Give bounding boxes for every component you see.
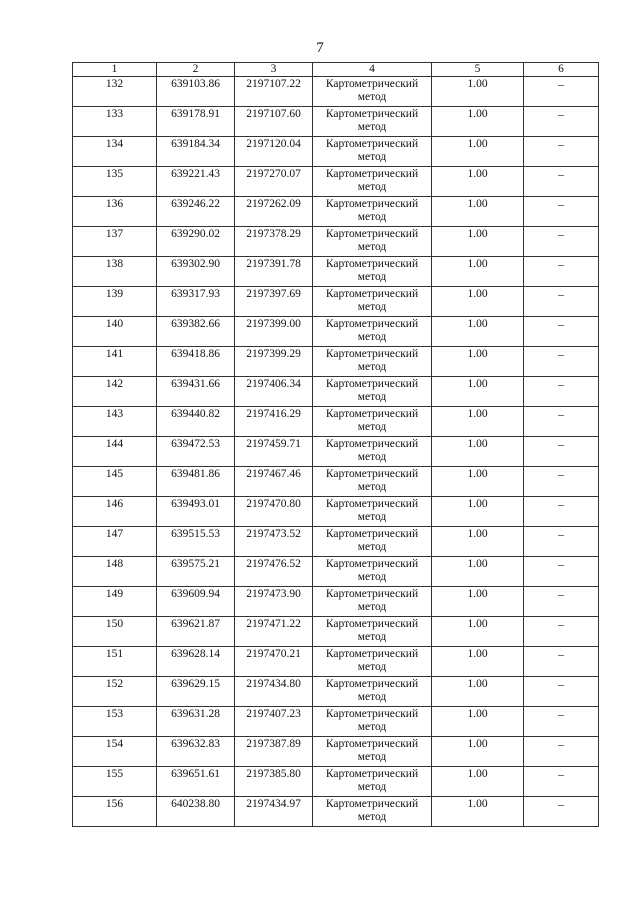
y-coordinate-cell: 2197391.78 [235,257,313,287]
method-cell: Картометрический метод [313,467,432,497]
accuracy-cell: 1.00 [432,347,524,377]
description-cell: – [524,527,599,557]
y-coordinate-cell: 2197397.69 [235,287,313,317]
column-header: 3 [235,63,313,77]
method-cell: Картометрический метод [313,527,432,557]
y-coordinate-cell: 2197378.29 [235,227,313,257]
x-coordinate-cell: 639515.53 [157,527,235,557]
table-row [73,407,599,437]
table-row [73,197,599,227]
column-header: 2 [157,63,235,77]
method-cell: Картометрический метод [313,797,432,827]
table-row [73,77,599,107]
description-cell: – [524,677,599,707]
table-row [73,797,599,827]
x-coordinate-cell: 639178.91 [157,107,235,137]
accuracy-cell: 1.00 [432,167,524,197]
accuracy-cell: 1.00 [432,797,524,827]
table-row [73,677,599,707]
table-row [73,707,599,737]
point-number-cell: 156 [73,797,157,827]
column-header: 5 [432,63,524,77]
description-cell: – [524,257,599,287]
method-cell: Картометрический метод [313,677,432,707]
x-coordinate-cell: 639575.21 [157,557,235,587]
method-cell: Картометрический метод [313,107,432,137]
y-coordinate-cell: 2197262.09 [235,197,313,227]
point-number-cell: 152 [73,677,157,707]
x-coordinate-cell: 639103.86 [157,77,235,107]
y-coordinate-cell: 2197470.21 [235,647,313,677]
x-coordinate-cell: 639317.93 [157,287,235,317]
y-coordinate-cell: 2197407.23 [235,707,313,737]
point-number-cell: 151 [73,647,157,677]
point-number-cell: 149 [73,587,157,617]
accuracy-cell: 1.00 [432,527,524,557]
y-coordinate-cell: 2197416.29 [235,407,313,437]
description-cell: – [524,347,599,377]
accuracy-cell: 1.00 [432,257,524,287]
description-cell: – [524,647,599,677]
y-coordinate-cell: 2197459.71 [235,437,313,467]
point-number-cell: 136 [73,197,157,227]
y-coordinate-cell: 2197270.07 [235,167,313,197]
x-coordinate-cell: 639290.02 [157,227,235,257]
x-coordinate-cell: 639184.34 [157,137,235,167]
description-cell: – [524,797,599,827]
x-coordinate-cell: 639481.86 [157,467,235,497]
y-coordinate-cell: 2197471.22 [235,617,313,647]
description-cell: – [524,617,599,647]
column-header: 6 [524,63,599,77]
method-cell: Картометрический метод [313,227,432,257]
table-row [73,647,599,677]
accuracy-cell: 1.00 [432,377,524,407]
method-cell: Картометрический метод [313,317,432,347]
point-number-cell: 144 [73,437,157,467]
point-number-cell: 142 [73,377,157,407]
method-cell: Картометрический метод [313,407,432,437]
x-coordinate-cell: 639632.83 [157,737,235,767]
method-cell: Картометрический метод [313,287,432,317]
y-coordinate-cell: 2197473.90 [235,587,313,617]
description-cell: – [524,167,599,197]
y-coordinate-cell: 2197399.29 [235,347,313,377]
method-cell: Картометрический метод [313,587,432,617]
table-row [73,587,599,617]
accuracy-cell: 1.00 [432,77,524,107]
point-number-cell: 135 [73,167,157,197]
description-cell: – [524,497,599,527]
accuracy-cell: 1.00 [432,227,524,257]
point-number-cell: 132 [73,77,157,107]
table-row [73,287,599,317]
table-row [73,137,599,167]
y-coordinate-cell: 2197387.89 [235,737,313,767]
accuracy-cell: 1.00 [432,437,524,467]
point-number-cell: 143 [73,407,157,437]
accuracy-cell: 1.00 [432,647,524,677]
y-coordinate-cell: 2197385.80 [235,767,313,797]
accuracy-cell: 1.00 [432,497,524,527]
point-number-cell: 134 [73,137,157,167]
x-coordinate-cell: 639418.86 [157,347,235,377]
table-row [73,107,599,137]
x-coordinate-cell: 639440.82 [157,407,235,437]
x-coordinate-cell: 639629.15 [157,677,235,707]
y-coordinate-cell: 2197107.22 [235,77,313,107]
y-coordinate-cell: 2197467.46 [235,467,313,497]
point-number-cell: 150 [73,617,157,647]
method-cell: Картометрический метод [313,347,432,377]
description-cell: – [524,227,599,257]
point-number-cell: 155 [73,767,157,797]
column-header: 1 [73,63,157,77]
table-row [73,497,599,527]
accuracy-cell: 1.00 [432,677,524,707]
accuracy-cell: 1.00 [432,737,524,767]
table-row [73,257,599,287]
description-cell: – [524,587,599,617]
method-cell: Картометрический метод [313,137,432,167]
point-number-cell: 154 [73,737,157,767]
description-cell: – [524,287,599,317]
x-coordinate-cell: 639472.53 [157,437,235,467]
x-coordinate-cell: 639246.22 [157,197,235,227]
y-coordinate-cell: 2197476.52 [235,557,313,587]
x-coordinate-cell: 639621.87 [157,617,235,647]
x-coordinate-cell: 639628.14 [157,647,235,677]
method-cell: Картометрический метод [313,647,432,677]
y-coordinate-cell: 2197434.80 [235,677,313,707]
accuracy-cell: 1.00 [432,317,524,347]
table-row [73,377,599,407]
x-coordinate-cell: 639631.28 [157,707,235,737]
accuracy-cell: 1.00 [432,557,524,587]
y-coordinate-cell: 2197120.04 [235,137,313,167]
method-cell: Картометрический метод [313,767,432,797]
point-number-cell: 139 [73,287,157,317]
description-cell: – [524,707,599,737]
table-row [73,227,599,257]
description-cell: – [524,407,599,437]
point-number-cell: 141 [73,347,157,377]
x-coordinate-cell: 639493.01 [157,497,235,527]
point-number-cell: 140 [73,317,157,347]
column-header: 4 [313,63,432,77]
description-cell: – [524,377,599,407]
y-coordinate-cell: 2197399.00 [235,317,313,347]
method-cell: Картометрический метод [313,167,432,197]
method-cell: Картометрический метод [313,497,432,527]
coordinates-table [72,62,599,827]
x-coordinate-cell: 639609.94 [157,587,235,617]
method-cell: Картометрический метод [313,77,432,107]
accuracy-cell: 1.00 [432,107,524,137]
point-number-cell: 147 [73,527,157,557]
method-cell: Картометрический метод [313,617,432,647]
table-row [73,467,599,497]
table-row [73,317,599,347]
description-cell: – [524,767,599,797]
y-coordinate-cell: 2197470.80 [235,497,313,527]
x-coordinate-cell: 639651.61 [157,767,235,797]
table-row [73,737,599,767]
y-coordinate-cell: 2197107.60 [235,107,313,137]
accuracy-cell: 1.00 [432,467,524,497]
description-cell: – [524,137,599,167]
accuracy-cell: 1.00 [432,407,524,437]
x-coordinate-cell: 639221.43 [157,167,235,197]
method-cell: Картометрический метод [313,557,432,587]
description-cell: – [524,107,599,137]
point-number-cell: 137 [73,227,157,257]
table-header-row [73,63,599,77]
method-cell: Картометрический метод [313,707,432,737]
table-body [73,77,599,827]
y-coordinate-cell: 2197406.34 [235,377,313,407]
y-coordinate-cell: 2197473.52 [235,527,313,557]
description-cell: – [524,467,599,497]
method-cell: Картометрический метод [313,377,432,407]
accuracy-cell: 1.00 [432,617,524,647]
x-coordinate-cell: 639302.90 [157,257,235,287]
description-cell: – [524,557,599,587]
accuracy-cell: 1.00 [432,137,524,167]
point-number-cell: 145 [73,467,157,497]
point-number-cell: 138 [73,257,157,287]
accuracy-cell: 1.00 [432,287,524,317]
x-coordinate-cell: 639382.66 [157,317,235,347]
table-row [73,347,599,377]
description-cell: – [524,197,599,227]
table-row [73,527,599,557]
point-number-cell: 133 [73,107,157,137]
x-coordinate-cell: 639431.66 [157,377,235,407]
x-coordinate-cell: 640238.80 [157,797,235,827]
method-cell: Картометрический метод [313,257,432,287]
description-cell: – [524,737,599,767]
table-row [73,557,599,587]
y-coordinate-cell: 2197434.97 [235,797,313,827]
point-number-cell: 146 [73,497,157,527]
point-number-cell: 153 [73,707,157,737]
method-cell: Картометрический метод [313,437,432,467]
accuracy-cell: 1.00 [432,587,524,617]
method-cell: Картометрический метод [313,737,432,767]
table-row [73,437,599,467]
accuracy-cell: 1.00 [432,197,524,227]
table-row [73,767,599,797]
description-cell: – [524,77,599,107]
table-row [73,617,599,647]
description-cell: – [524,317,599,347]
table-row [73,167,599,197]
accuracy-cell: 1.00 [432,707,524,737]
method-cell: Картометрический метод [313,197,432,227]
description-cell: – [524,437,599,467]
page-number: 7 [316,40,324,56]
accuracy-cell: 1.00 [432,767,524,797]
point-number-cell: 148 [73,557,157,587]
